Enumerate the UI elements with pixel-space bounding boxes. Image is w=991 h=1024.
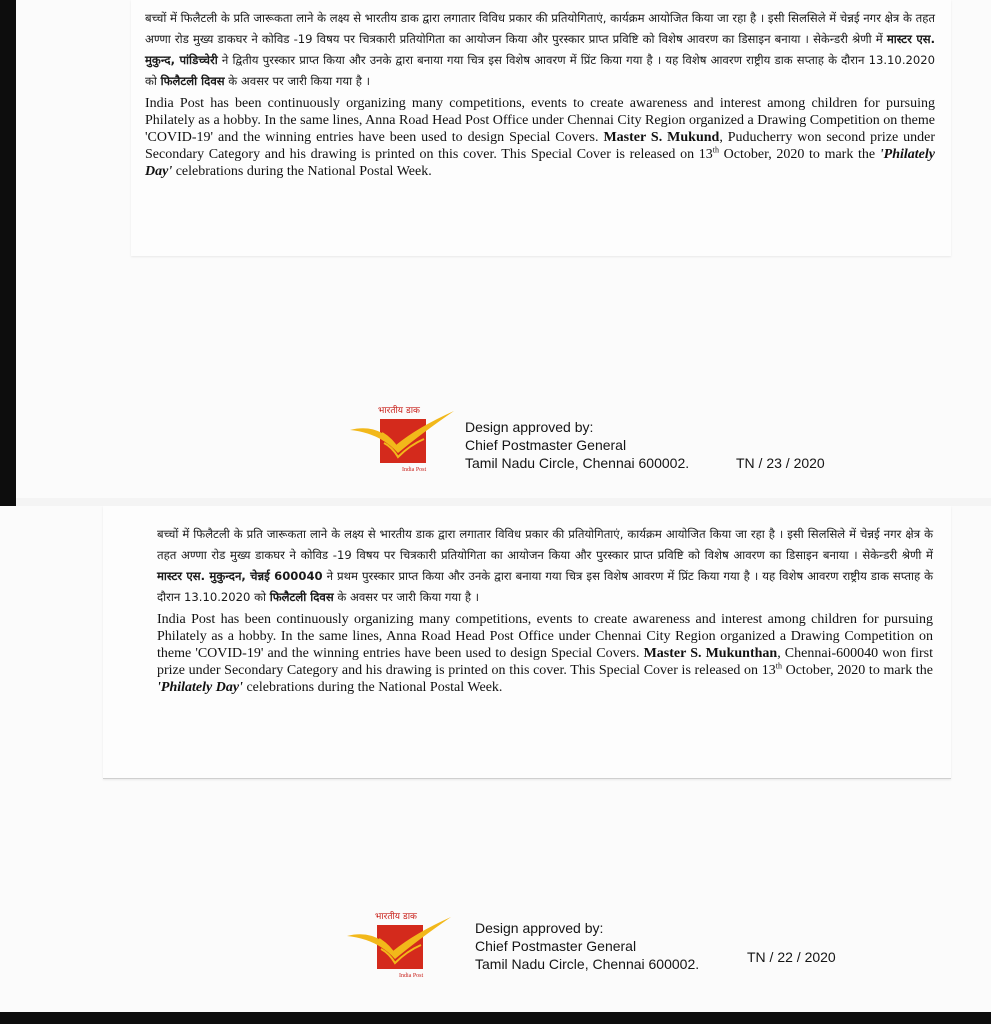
english-text: India Post has been continuously organizing many competitions, events to create awareness and interest among children for pursuing Philately as a hobby. In the same lines, Anna Road Head Post Office under Chennai City Region organized a Drawing Competition on theme 'COVID-19' and the winning entries have been used to design Special Covers. bbox=[145, 96, 935, 145]
cover-description bbox=[157, 524, 933, 696]
hindi-philately-day: फिलैटली दिवस bbox=[160, 74, 225, 88]
cover-flap bbox=[131, 0, 951, 256]
cover-flap bbox=[103, 506, 951, 779]
english-text: , Chennai-600040 won first prize under Secondary Category and his drawing is printed on this cover. This Special Cover is released on 13 bbox=[157, 646, 934, 678]
winner-name: Master S. Mukund bbox=[603, 130, 720, 145]
hindi-text: के अवसर पर जारी किया गया है । bbox=[337, 590, 480, 604]
cover-description bbox=[145, 8, 935, 180]
india-post-logo bbox=[345, 909, 455, 979]
winner-name: Master S. Mukunthan bbox=[643, 646, 778, 661]
cover-registration-number: TN / 23 / 2020 bbox=[736, 455, 825, 471]
special-cover-1 bbox=[16, 0, 991, 498]
hindi-philately-day: फिलैटली दिवस bbox=[269, 590, 334, 604]
hindi-text: ने द्वितीय पुरस्कार प्राप्त किया और उनके द्वारा बनाया गया चित्र इस विशेष आवरण में प्रिंट किया गया है । यह विशेष आवरण राष्ट्रीय डाक सप्ताह के दौरान 13.10.2020 को bbox=[145, 53, 936, 88]
cover-registration-number: TN / 22 / 2020 bbox=[747, 949, 836, 965]
logo-english-text: India Post bbox=[402, 467, 427, 473]
hindi-text: बच्चों में फिलैटली के प्रति जारूकता लाने के लक्ष्य से भारतीय डाक द्वारा लगातार विविध प्रकार की प्रतियोगिताएं, कार्यक्रम आयोजित किया जा रहा है । इसी सिलसिले में चेन्नई नगर क्षेत्र के तहत अण्णा रोड मुख्य डाकघर ने कोविड -19 विषय पर चित्रकारी प्रतियोगिता का आयोजन किया और पुरस्कार प्राप्त प्रविष्टि को विशेष आवरण का डिसाइन बनाया । सेकेन्डरी श्रेणी में bbox=[145, 11, 935, 46]
english-paragraph bbox=[145, 95, 935, 180]
approval-authority: Chief Postmaster General bbox=[475, 938, 637, 954]
hindi-paragraph bbox=[157, 524, 933, 608]
english-text: India Post has been continuously organizing many competitions, events to create awareness and interest among children for pursuing Philately as a hobby. In the same lines, Anna Road Head Post Office under Chennai City Region organized a Drawing Competition on theme 'COVID-19' and the winning entries have been used to design Special Covers. bbox=[157, 612, 933, 661]
logo-hindi-text: भारतीय डाक bbox=[378, 406, 420, 416]
design-approval bbox=[475, 919, 699, 973]
philately-day-label: 'Philately Day' bbox=[157, 680, 243, 695]
english-text: , Puducherry won second prize under Secondary Category and his drawing is printed on this cover. This Special Cover is released on 13 bbox=[145, 130, 936, 162]
india-post-logo bbox=[348, 403, 458, 473]
hindi-text: ने प्रथम पुरस्कार प्राप्त किया और उनके द्वारा बनाया गया चित्र इस विशेष आवरण में प्रिंट किया गया है । यह विशेष आवरण राष्ट्रीय डाक सप्ताह के दौरान 13.10.2020 को bbox=[157, 569, 934, 604]
english-paragraph bbox=[157, 611, 933, 696]
ordinal-suffix: th bbox=[712, 145, 719, 155]
hindi-winner-name: मास्टर एस. मुकुन्दन, चेन्नई 600040 bbox=[157, 569, 323, 583]
ordinal-suffix: th bbox=[775, 661, 782, 671]
approval-authority: Chief Postmaster General bbox=[465, 437, 627, 453]
english-text: October, 2020 to mark the bbox=[719, 147, 880, 162]
special-cover-2 bbox=[0, 506, 991, 1012]
english-text: October, 2020 to mark the bbox=[781, 663, 933, 678]
logo-english-text: India Post bbox=[399, 973, 424, 979]
philately-day-label: 'Philately Day' bbox=[145, 147, 935, 179]
approval-line: Design approved by: bbox=[475, 920, 604, 936]
logo-hindi-text: भारतीय डाक bbox=[375, 912, 417, 922]
design-approval bbox=[465, 418, 689, 472]
hindi-winner-name: मास्टर एस. मुकुन्द, पांडिच्चेरी bbox=[145, 32, 936, 67]
english-text: celebrations during the National Postal Week. bbox=[172, 164, 432, 179]
approval-address: Tamil Nadu Circle, Chennai 600002. bbox=[465, 455, 690, 471]
scan-edge-bottom bbox=[0, 1012, 991, 1024]
hindi-text: बच्चों में फिलैटली के प्रति जारूकता लाने के लक्ष्य से भारतीय डाक द्वारा लगातार विविध प्रकार की प्रतियोगिताएं, कार्यक्रम आयोजित किया जा रहा है । इसी सिलसिले में चेन्नई नगर क्षेत्र के तहत अण्णा रोड मुख्य डाकघर ने कोविड -19 विषय पर चित्रकारी प्रतियोगिता का आयोजन किया और पुरस्कार प्राप्त प्रविष्टि को विशेष आवरण का डिसाइन बनाया । सेकेन्डरी श्रेणी में bbox=[157, 527, 933, 562]
hindi-paragraph bbox=[145, 8, 935, 92]
approval-line: Design approved by: bbox=[465, 419, 594, 435]
approval-address: Tamil Nadu Circle, Chennai 600002. bbox=[475, 956, 700, 972]
hindi-text: के अवसर पर जारी किया गया है । bbox=[228, 74, 370, 88]
english-text: celebrations during the National Postal Week. bbox=[242, 680, 503, 695]
